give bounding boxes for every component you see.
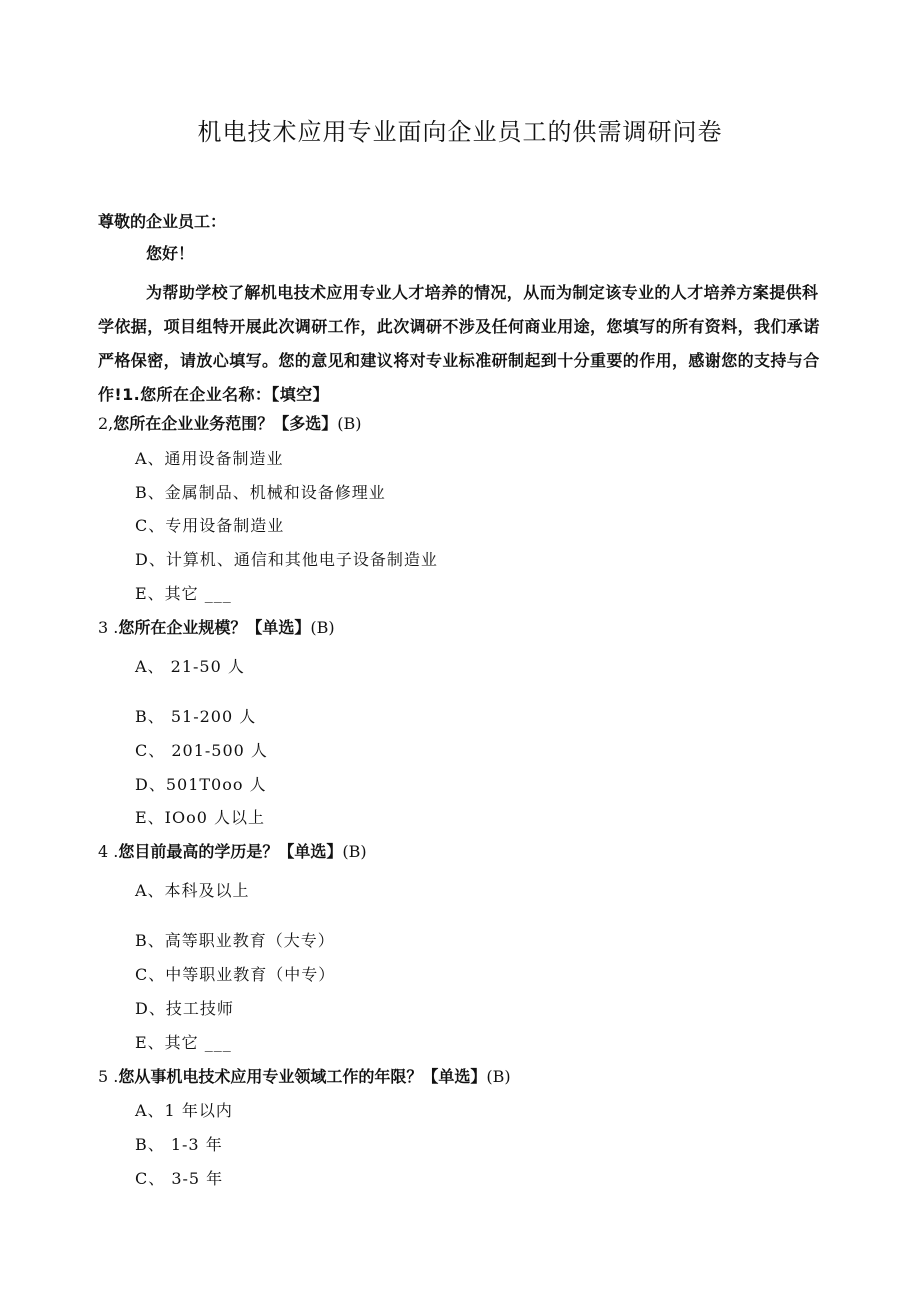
option-item: C、专用设备制造业 — [135, 516, 285, 535]
option-item: C、 3-5 年 — [135, 1169, 224, 1188]
option-item: D、计算机、通信和其他电子设备制造业 — [135, 550, 438, 569]
question-text: 您目前最高的学历是？【单选】 — [118, 842, 343, 861]
question-text: 您从事机电技术应用专业领域工作的年限？【单选】 — [118, 1067, 487, 1086]
question-number: 5 . — [98, 1067, 119, 1086]
question-number: 3 . — [98, 618, 119, 637]
question-number: 2, — [98, 414, 114, 433]
option-item: B、 51-200 人 — [135, 707, 257, 726]
question-5 — [98, 1067, 511, 1087]
option-item: B、金属制品、机械和设备修理业 — [135, 483, 386, 502]
option-item: D、技工技师 — [135, 999, 234, 1018]
option-item: D、501T0oo 人 — [135, 775, 267, 794]
question-answer: (B) — [337, 414, 362, 433]
option-item: A、本科及以上 — [135, 881, 250, 900]
question-answer: (B) — [486, 1067, 511, 1086]
option-item: E、其它 ___ — [135, 1033, 232, 1052]
question-3 — [98, 618, 335, 638]
option-item: E、IOo0 人以上 — [135, 808, 266, 827]
document-title: 机电技术应用专业面向企业员工的供需调研问卷 — [197, 118, 723, 146]
salutation: 尊敬的企业员工： — [98, 212, 227, 231]
option-item: A、通用设备制造业 — [135, 449, 284, 468]
question-2 — [98, 414, 362, 434]
option-item: C、中等职业教育（中专） — [135, 965, 336, 984]
option-item: C、 201-500 人 — [135, 741, 268, 760]
option-item: E、其它 ___ — [135, 584, 232, 603]
question-text: 您所在企业业务范围？【多选】 — [113, 414, 338, 433]
option-item: A、 21-50 人 — [135, 657, 245, 676]
option-item: B、高等职业教育（大专） — [135, 931, 335, 950]
option-item: B、 1-3 年 — [135, 1135, 223, 1154]
intro-paragraph: 为帮助学校了解机电技术应用专业人才培养的情况，从而为制定该专业的人才培养方案提供科学依据，项目组特开展此次调研工作，此次调研不涉及任何商业用途，您填写的所有资料，我们承诺严格保密，请放心填写。您的意见和建议将对专业标准研制起到十分重要的作用，感谢您的支持与合作!1.您所在企业名称：【填空】 — [98, 283, 820, 404]
question-number: 4 . — [98, 842, 119, 861]
question-text: 您所在企业规模？【单选】 — [118, 618, 311, 637]
question-answer: (B) — [342, 842, 367, 861]
question-answer: (B) — [310, 618, 335, 637]
greeting: 您好！ — [146, 244, 195, 263]
question-4 — [98, 842, 367, 862]
option-item: A、1 年以内 — [135, 1101, 233, 1120]
